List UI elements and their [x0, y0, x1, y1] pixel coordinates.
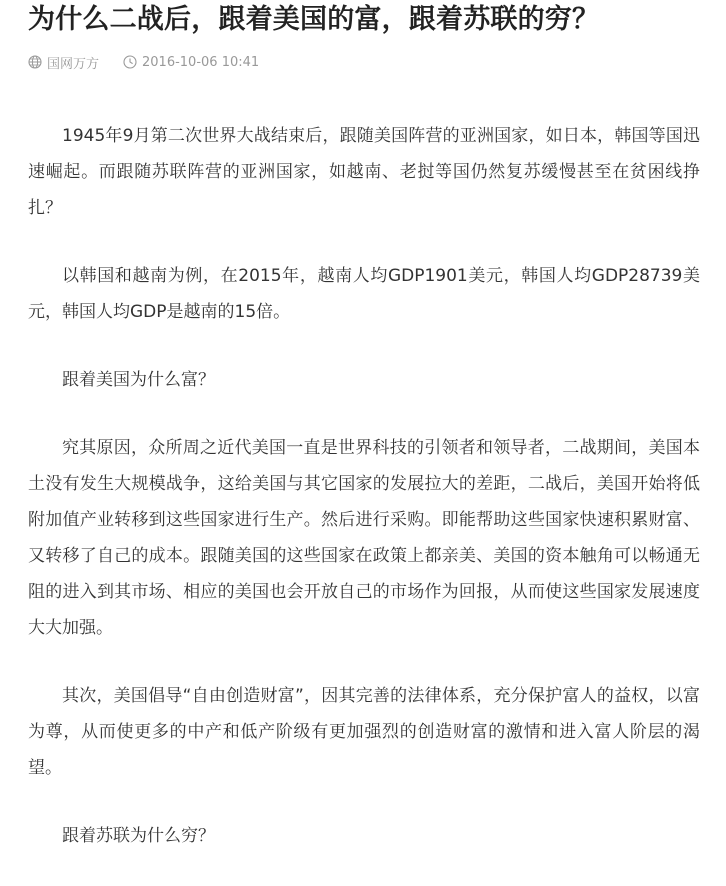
source-name: 国网万方 [47, 56, 100, 72]
paragraph: 1945年9月第二次世界大战结束后，跟随美国阵营的亚洲国家，如日本，韩国等国迅速崛起。而跟随苏联阵营的亚洲国家，如越南、老挝等国仍然复苏缓慢甚至在贫困线挣扎？ [28, 126, 700, 218]
paragraph: 其次，美国倡导“自由创造财富”，因其完善的法律体系，充分保护富人的益权，以富为尊，从而使更多的中产和低产阶级有更加强烈的创造财富的激情和进入富人阶层的渴望。 [28, 686, 700, 778]
paragraph: 究其原因，众所周之近代美国一直是世界科技的引领者和领导者，二战期间，美国本土没有发生大规模战争，这给美国与其它国家的发展拉大的差距，二战后，美国开始将低附加值产业转移到这些国家进行生产。然后进行采购。即能帮助这些国家快速积累财富、又转移了自己的成本。跟随美国的这些国家在政策上都亲美、美国的资本触角可以畅通无阻的进入到其市场、相应的美国也会开放自己的市场作为回报，从而使这些国家发展速度大大加强。 [28, 438, 700, 638]
section-heading: 跟着苏联为什么穷？ [62, 826, 215, 846]
article-meta [28, 52, 259, 72]
article-title: 为什么二战后，跟着美国的富，跟着苏联的穷？ [28, 4, 600, 35]
publish-date: 2016-10-06 10:41 [142, 54, 260, 70]
article-body [28, 118, 700, 886]
section-heading: 跟着美国为什么富？ [62, 370, 215, 390]
paragraph: 以韩国和越南为例，在2015年，越南人均GDP1901美元，韩国人均GDP28739美元，韩国人均GDP是越南的15倍。 [28, 266, 700, 322]
globe-icon [28, 55, 42, 69]
source-info [28, 53, 99, 72]
date-info [123, 55, 259, 70]
clock-icon [123, 55, 137, 69]
